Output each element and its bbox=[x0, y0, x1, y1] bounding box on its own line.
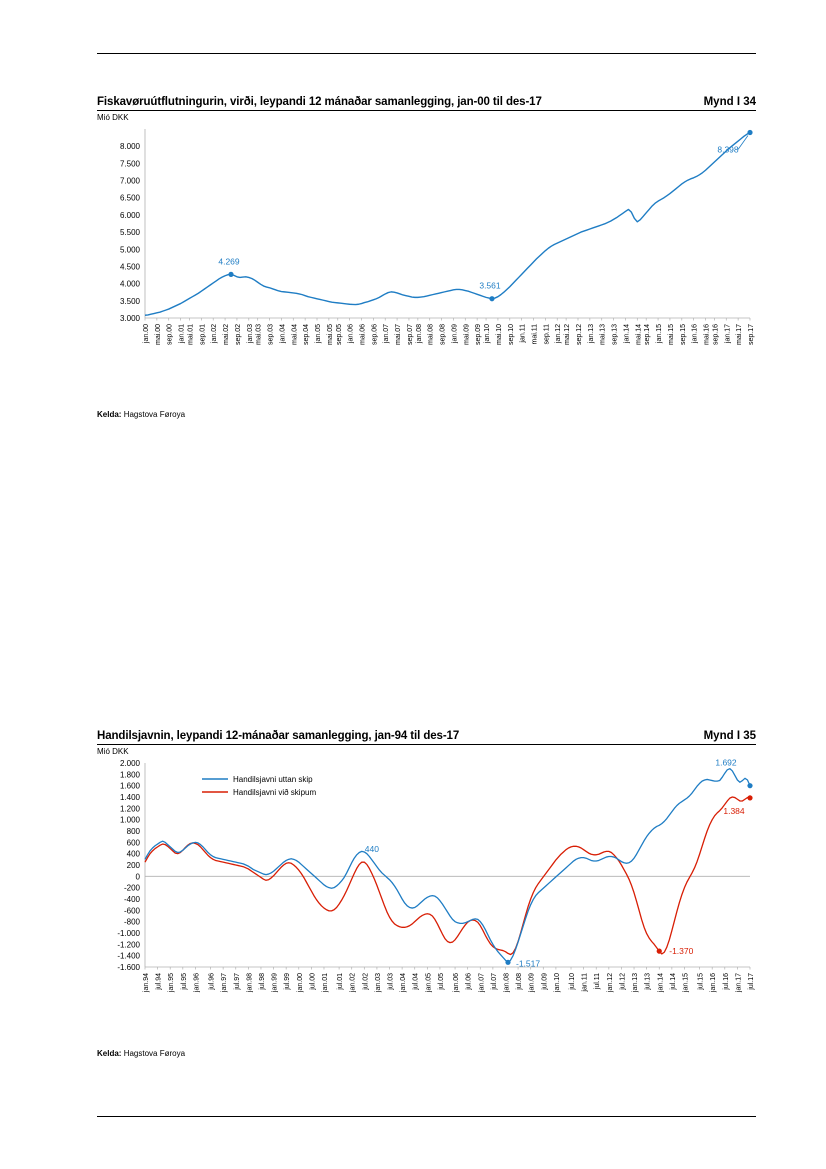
svg-text:jan.05: jan.05 bbox=[315, 324, 322, 344]
figure-35-source bbox=[97, 1049, 756, 1058]
svg-text:8.398: 8.398 bbox=[717, 144, 739, 155]
svg-text:sep.12: sep.12 bbox=[576, 324, 583, 346]
svg-text:jan.99: jan.99 bbox=[271, 973, 279, 993]
svg-text:3.500: 3.500 bbox=[119, 296, 140, 306]
svg-text:Handilsjavni við skipum: Handilsjavni við skipum bbox=[233, 788, 317, 797]
svg-text:jul.99: jul.99 bbox=[284, 973, 292, 990]
svg-text:1.600: 1.600 bbox=[119, 781, 140, 791]
svg-text:jul.95: jul.95 bbox=[180, 973, 188, 990]
svg-text:1.384: 1.384 bbox=[723, 805, 745, 816]
svg-text:7.000: 7.000 bbox=[119, 176, 140, 186]
svg-text:mai.02: mai.02 bbox=[223, 324, 231, 346]
svg-text:-1.600: -1.600 bbox=[117, 963, 140, 972]
figure-35-title: Handilsjavnin, leypandi 12-mánaðar samanlegging, jan-94 til des-17 bbox=[97, 730, 460, 742]
svg-text:jan.17: jan.17 bbox=[724, 324, 732, 344]
svg-text:mai.00: mai.00 bbox=[154, 324, 162, 346]
svg-text:jan.02: jan.02 bbox=[211, 324, 219, 344]
svg-text:sep.11: sep.11 bbox=[543, 324, 551, 345]
svg-text:1.400: 1.400 bbox=[119, 793, 140, 802]
svg-text:-800: -800 bbox=[123, 917, 140, 927]
svg-text:sep.16: sep.16 bbox=[712, 324, 720, 346]
svg-text:jan.14: jan.14 bbox=[623, 324, 631, 344]
svg-text:-400: -400 bbox=[123, 895, 140, 904]
svg-text:jan.07: jan.07 bbox=[383, 324, 391, 344]
svg-text:mai.14: mai.14 bbox=[635, 324, 643, 346]
svg-text:jan.05: jan.05 bbox=[425, 973, 433, 993]
svg-text:mai.07: mai.07 bbox=[395, 324, 403, 346]
svg-text:jul.05: jul.05 bbox=[437, 973, 445, 990]
svg-text:1.200: 1.200 bbox=[119, 804, 140, 814]
page-bottom-rule bbox=[97, 1116, 756, 1117]
svg-text:jul.16: jul.16 bbox=[722, 973, 730, 990]
svg-text:jul.03: jul.03 bbox=[387, 973, 395, 990]
svg-text:jan.02: jan.02 bbox=[349, 973, 357, 993]
svg-text:mai.15: mai.15 bbox=[667, 324, 675, 346]
svg-text:3.000: 3.000 bbox=[119, 314, 140, 323]
svg-text:sep.01: sep.01 bbox=[199, 324, 207, 346]
svg-text:jan.09: jan.09 bbox=[528, 973, 536, 993]
svg-text:7.500: 7.500 bbox=[119, 159, 140, 169]
svg-text:jan.12: jan.12 bbox=[606, 973, 614, 993]
svg-text:sep.13: sep.13 bbox=[611, 324, 619, 346]
figure-34-svg bbox=[97, 123, 756, 408]
svg-text:jan.07: jan.07 bbox=[478, 973, 486, 993]
svg-text:mai.03: mai.03 bbox=[255, 324, 263, 346]
svg-text:sep.02: sep.02 bbox=[234, 324, 242, 346]
svg-text:5.500: 5.500 bbox=[119, 228, 140, 238]
svg-text:mai.11: mai.11 bbox=[531, 324, 539, 345]
svg-text:4.000: 4.000 bbox=[119, 279, 140, 289]
svg-text:sep.10: sep.10 bbox=[507, 324, 515, 346]
svg-text:jan.03: jan.03 bbox=[374, 973, 382, 993]
figure-34-number: Mynd I 34 bbox=[703, 96, 756, 108]
svg-text:jan.16: jan.16 bbox=[691, 324, 699, 344]
svg-text:jan.95: jan.95 bbox=[168, 973, 176, 993]
svg-text:mai.08: mai.08 bbox=[427, 324, 435, 346]
svg-text:400: 400 bbox=[126, 849, 140, 859]
svg-text:800: 800 bbox=[126, 827, 140, 836]
svg-text:sep.08: sep.08 bbox=[439, 324, 447, 346]
svg-text:jan.08: jan.08 bbox=[503, 973, 511, 993]
figure-34-unit: Mió DKK bbox=[97, 113, 129, 122]
svg-text:mai.05: mai.05 bbox=[326, 324, 334, 346]
svg-text:sep.06: sep.06 bbox=[371, 324, 379, 346]
svg-text:0: 0 bbox=[135, 872, 140, 882]
svg-text:-200: -200 bbox=[123, 883, 140, 893]
svg-text:jul.97: jul.97 bbox=[233, 973, 241, 990]
svg-text:jul.00: jul.00 bbox=[309, 973, 317, 990]
svg-text:jan.96: jan.96 bbox=[193, 973, 201, 993]
svg-text:5.000: 5.000 bbox=[119, 245, 140, 255]
svg-text:jul.12: jul.12 bbox=[619, 973, 627, 990]
svg-text:1.000: 1.000 bbox=[119, 815, 140, 825]
svg-text:mai.04: mai.04 bbox=[291, 324, 299, 346]
figure-35-unit: Mió DKK bbox=[97, 747, 129, 756]
svg-text:jan.97: jan.97 bbox=[221, 973, 229, 993]
svg-text:jan.12: jan.12 bbox=[555, 324, 563, 344]
svg-text:jan.15: jan.15 bbox=[656, 324, 664, 344]
svg-text:jan.16: jan.16 bbox=[710, 973, 718, 993]
figure-35-svg bbox=[97, 757, 756, 1047]
svg-text:jul.13: jul.13 bbox=[644, 973, 652, 990]
svg-text:jan.94: jan.94 bbox=[143, 973, 150, 993]
svg-text:sep.14: sep.14 bbox=[644, 324, 652, 346]
svg-text:sep.03: sep.03 bbox=[267, 324, 275, 346]
svg-text:jul.98: jul.98 bbox=[259, 973, 266, 990]
svg-text:-1.370: -1.370 bbox=[669, 946, 694, 957]
figure-34-source bbox=[97, 410, 756, 419]
svg-text:jul.04: jul.04 bbox=[412, 973, 420, 990]
source-label: Kelda: bbox=[97, 410, 122, 419]
svg-text:6.000: 6.000 bbox=[119, 210, 140, 220]
svg-text:jan.10: jan.10 bbox=[553, 973, 561, 993]
svg-text:jan.14: jan.14 bbox=[657, 973, 665, 993]
figure-34-titlebar bbox=[97, 96, 756, 111]
svg-text:-1.517: -1.517 bbox=[516, 958, 541, 969]
svg-text:mai.01: mai.01 bbox=[187, 324, 195, 346]
svg-text:6.500: 6.500 bbox=[119, 193, 140, 203]
figure-35-number: Mynd I 35 bbox=[703, 730, 756, 742]
svg-text:mai.10: mai.10 bbox=[495, 324, 503, 346]
svg-text:jan.01: jan.01 bbox=[178, 324, 186, 344]
svg-text:8.000: 8.000 bbox=[119, 142, 140, 152]
svg-text:jan.00: jan.00 bbox=[296, 973, 304, 993]
svg-text:2.000: 2.000 bbox=[119, 759, 140, 768]
svg-text:jul.08: jul.08 bbox=[516, 973, 524, 990]
svg-text:jan.09: jan.09 bbox=[451, 324, 459, 344]
figure-34-title: Fiskavøruútflutningurin, virði, leypandi 12 mánaðar samanlegging, jan-00 til des-17 bbox=[97, 96, 542, 108]
svg-text:-1.000: -1.000 bbox=[117, 929, 140, 938]
svg-text:440: 440 bbox=[364, 843, 379, 854]
source-value: Hagstova Føroya bbox=[123, 410, 186, 419]
svg-text:jul.10: jul.10 bbox=[569, 973, 576, 990]
svg-text:3.561: 3.561 bbox=[479, 280, 501, 291]
svg-text:jul.14: jul.14 bbox=[669, 973, 677, 990]
svg-text:mai.12: mai.12 bbox=[564, 324, 572, 346]
svg-text:1.800: 1.800 bbox=[119, 770, 140, 780]
svg-text:jul.96: jul.96 bbox=[208, 973, 216, 990]
svg-text:jan.08: jan.08 bbox=[415, 324, 423, 344]
svg-text:jul.94: jul.94 bbox=[155, 973, 163, 990]
svg-text:jan.98: jan.98 bbox=[246, 973, 254, 993]
source-label: Kelda: bbox=[97, 1049, 122, 1058]
svg-text:mai.09: mai.09 bbox=[463, 324, 471, 346]
svg-text:4.269: 4.269 bbox=[218, 256, 240, 267]
svg-text:jan.03: jan.03 bbox=[246, 324, 254, 344]
svg-text:1.692: 1.692 bbox=[715, 757, 737, 768]
svg-text:jul.01: jul.01 bbox=[337, 973, 345, 990]
svg-text:jul.15: jul.15 bbox=[697, 973, 705, 990]
svg-text:jan.00: jan.00 bbox=[143, 324, 150, 344]
svg-text:sep.04: sep.04 bbox=[303, 324, 311, 346]
svg-text:600: 600 bbox=[126, 838, 140, 848]
svg-text:jan.01: jan.01 bbox=[322, 973, 329, 993]
svg-text:jan.04: jan.04 bbox=[279, 324, 287, 344]
svg-text:sep.00: sep.00 bbox=[166, 324, 174, 346]
svg-text:sep.07: sep.07 bbox=[406, 324, 414, 346]
svg-text:mai.16: mai.16 bbox=[703, 324, 711, 346]
svg-text:200: 200 bbox=[126, 861, 140, 870]
figure-35 bbox=[97, 730, 756, 1058]
svg-text:-1.200: -1.200 bbox=[117, 940, 140, 950]
svg-text:Handilsjavni uttan skip: Handilsjavni uttan skip bbox=[233, 775, 313, 784]
svg-text:sep.15: sep.15 bbox=[679, 324, 687, 346]
svg-text:jan.13: jan.13 bbox=[587, 324, 595, 344]
figure-35-titlebar bbox=[97, 730, 756, 745]
svg-text:jul.17: jul.17 bbox=[748, 973, 755, 990]
svg-text:jan.17: jan.17 bbox=[735, 973, 743, 993]
svg-text:jan.10: jan.10 bbox=[484, 324, 492, 344]
svg-text:sep.09: sep.09 bbox=[475, 324, 483, 346]
figure-35-plot bbox=[97, 757, 756, 1047]
svg-text:jan.15: jan.15 bbox=[682, 973, 690, 993]
svg-text:jan.04: jan.04 bbox=[400, 973, 408, 993]
svg-text:jul.09: jul.09 bbox=[541, 973, 549, 990]
svg-text:jul.11: jul.11 bbox=[594, 973, 602, 990]
svg-text:jan.06: jan.06 bbox=[347, 324, 355, 344]
svg-text:mai.13: mai.13 bbox=[599, 324, 607, 346]
svg-text:jul.07: jul.07 bbox=[490, 973, 498, 990]
svg-text:jan.11: jan.11 bbox=[519, 324, 527, 343]
svg-text:jul.02: jul.02 bbox=[362, 973, 370, 990]
figure-34 bbox=[97, 96, 756, 419]
svg-text:jan.11: jan.11 bbox=[581, 973, 589, 992]
svg-text:jul.06: jul.06 bbox=[465, 973, 473, 990]
svg-text:jan.06: jan.06 bbox=[453, 973, 461, 993]
svg-text:sep.17: sep.17 bbox=[748, 324, 755, 346]
svg-text:mai.17: mai.17 bbox=[736, 324, 744, 346]
svg-text:-1.400: -1.400 bbox=[117, 951, 140, 961]
svg-text:4.500: 4.500 bbox=[119, 262, 140, 272]
svg-text:-600: -600 bbox=[123, 906, 140, 916]
svg-text:mai.06: mai.06 bbox=[359, 324, 367, 346]
figure-34-plot bbox=[97, 123, 756, 408]
page-top-rule bbox=[97, 53, 756, 54]
source-value: Hagstova Føroya bbox=[123, 1049, 186, 1058]
svg-text:sep.05: sep.05 bbox=[335, 324, 343, 346]
svg-text:jan.13: jan.13 bbox=[632, 973, 639, 993]
